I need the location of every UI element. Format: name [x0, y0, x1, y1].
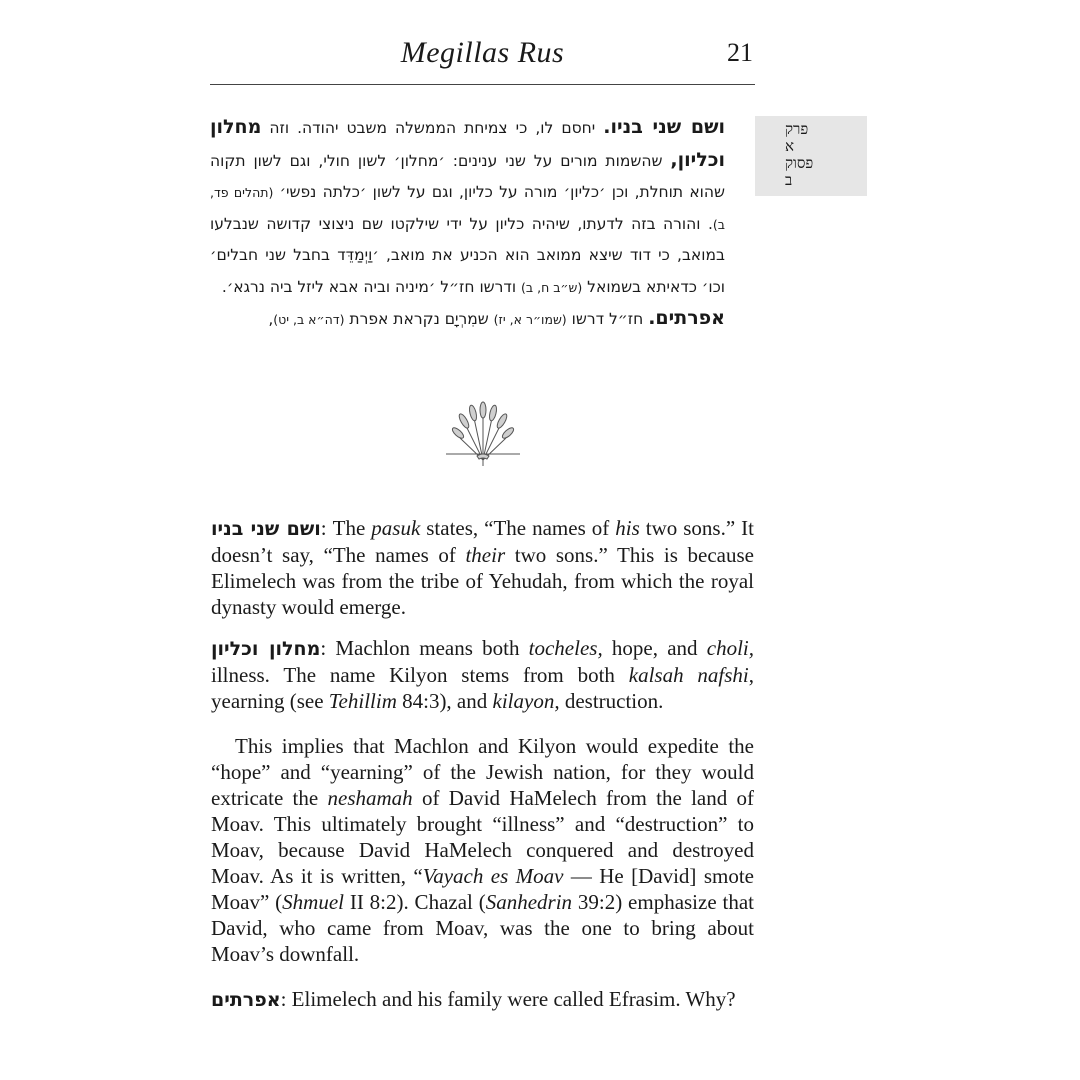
hebrew-text: ודרשו חז״ל ׳מיניה וביה אבא ליזל ביה נרגא׳.	[221, 277, 522, 296]
hebrew-heading: מחלון וכליון,	[210, 116, 725, 171]
english-italic: Tehillim	[328, 689, 397, 713]
wheat-sheaf-ornament	[446, 398, 520, 472]
hebrew-heading: ושם שני בניו.	[603, 116, 726, 138]
hebrew-text: שהשמות מורים על שני ענינים: ׳מחלון׳ לשון חולי, וגם לשון תקוה שהוא תוחלת, וכן ׳כליון׳ מורה על כליון, וגם על לשון ׳כלתה נפשי׳	[210, 151, 726, 201]
english-text: two sons.” This is because Elimelech was from the tribe of Yehudah, from which the royal dynasty would emerge.	[211, 543, 754, 619]
tab-perek-value: א	[785, 139, 795, 155]
english-hebrew-heading: מחלון וכליון	[211, 638, 321, 660]
english-text: : Machlon means both	[320, 636, 529, 660]
english-text: destruction.	[559, 689, 664, 713]
english-italic: choli,	[706, 636, 754, 660]
hebrew-text: חז״ל דרשו	[566, 310, 649, 328]
hebrew-text: ,	[268, 310, 274, 328]
hebrew-citation: (שמו״ר א, יז)	[493, 312, 567, 327]
english-text: 39:2) emphasize that David, who came from Moav, was the one to bring about Moav’s downfall.	[211, 890, 754, 966]
hebrew-commentary	[210, 112, 725, 336]
english-paragraph-2	[211, 635, 754, 714]
english-italic: tocheles,	[528, 636, 603, 660]
english-italic: Shmuel	[282, 890, 344, 914]
english-text: , yearning (see	[211, 663, 754, 713]
english-text: hope, and	[602, 636, 707, 660]
english-italic: kalsah nafshi	[628, 663, 749, 687]
page-number: 21	[727, 38, 753, 67]
hebrew-text: יחסם לו, כי צמיחת הממשלה משבט יהודה. וזה	[261, 119, 604, 137]
english-text: 84:3), and	[396, 689, 493, 713]
english-text: illness. The name Kilyon stems from both	[211, 663, 629, 687]
english-italic: pasuk	[371, 516, 421, 540]
hebrew-citation: (תהלים פד, ב)	[210, 185, 725, 232]
english-text: states, “The names of	[420, 516, 616, 540]
english-text: II 8:2). Chazal (	[343, 890, 486, 914]
english-paragraph-1	[211, 515, 754, 620]
page-header	[210, 34, 755, 85]
english-hebrew-heading: ושם שני בניו	[211, 518, 321, 540]
hebrew-citation: (דה״א ב, יט)	[273, 312, 345, 327]
hebrew-paragraph	[210, 112, 725, 303]
hebrew-text: . והורה בזה לדעתו, שיהיה כליון על ידי שילקטו שם ניצוצי קדושה שנבלעו במואב, כי דוד שיצא ממואב הוא הכניע את מואב, ׳וַיְמַדֵּד בחבל שני חבלים׳ וכו׳ כדאיתא בשמואל	[210, 214, 725, 296]
book-title: Megillas Rus	[400, 36, 565, 69]
tab-pasuk-label: פסוק	[785, 156, 814, 172]
english-italic: Vayach es Moav	[422, 864, 564, 888]
english-italic: their	[465, 543, 506, 567]
english-text: — He [David] smote Moav” (	[211, 864, 754, 914]
english-italic: his	[615, 516, 640, 540]
english-text: This implies that Machlon and Kilyon would expedite the “hope” and “yearning” of the Jewish nation, for they would extricate the	[211, 734, 754, 810]
hebrew-citation: (ש״ב ח, ב)	[521, 279, 583, 295]
hebrew-text: שמִרְיָם נקראת אפרת	[344, 310, 494, 328]
english-italic: neshamah	[327, 786, 413, 810]
hebrew-paragraph	[210, 303, 725, 336]
english-paragraph-3	[211, 733, 754, 967]
hebrew-heading: אפרתים.	[648, 307, 725, 329]
english-text: two sons.” It doesn’t say, “The names of	[211, 516, 754, 567]
tab-perek-label: פרק	[785, 122, 809, 138]
chapter-verse-tab	[755, 116, 867, 196]
english-paragraph-4	[211, 986, 754, 1013]
english-text: of David HaMelech from the land of Moav. This ultimately brought “illness” and “destruction” to Moav, because David HaMelech conquered and destroyed Moav. As it is written, “	[211, 786, 754, 888]
english-hebrew-heading: אפרתים	[211, 989, 281, 1011]
english-text: : The	[320, 516, 372, 540]
tab-pasuk-value: ב	[785, 173, 793, 189]
english-text: : Elimelech and his family were called Efrasim. Why?	[280, 987, 736, 1011]
english-italic: kilayon,	[492, 689, 560, 713]
english-italic: Sanhedrin	[485, 890, 573, 914]
